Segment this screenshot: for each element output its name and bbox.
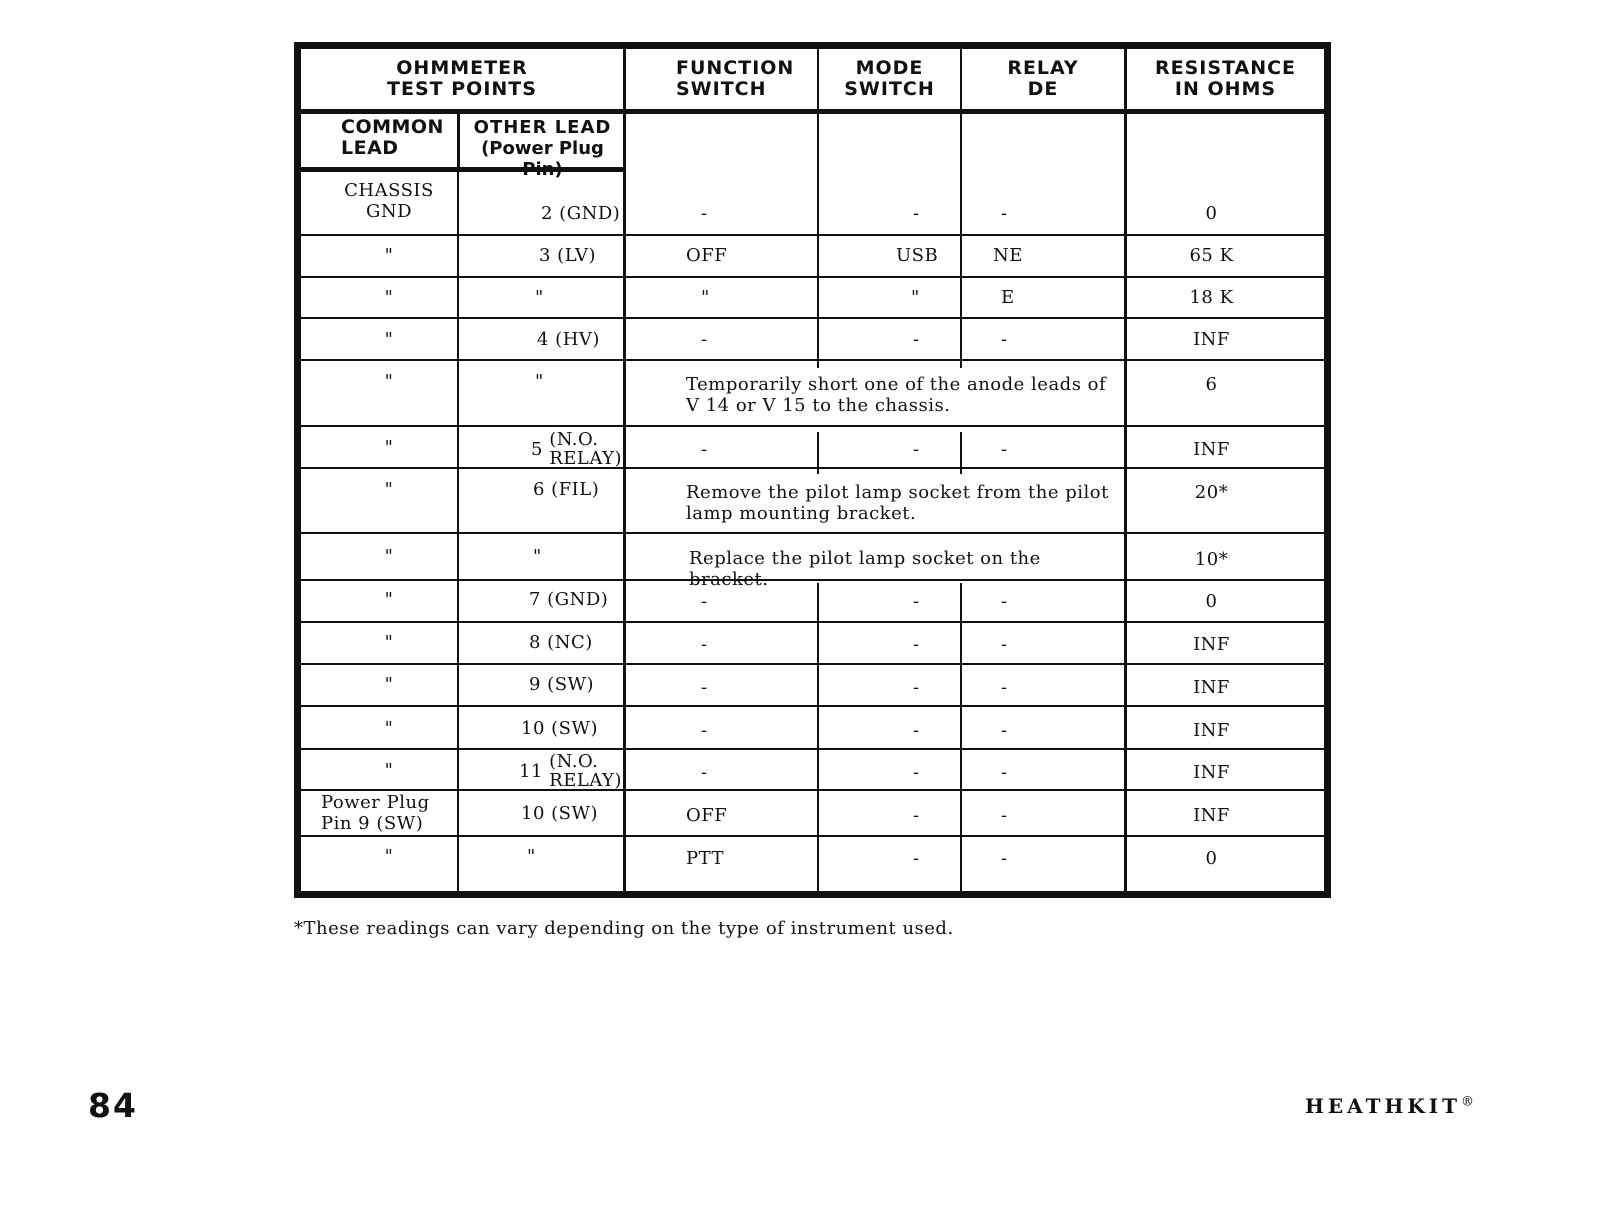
resistance-cell: 0 — [1205, 848, 1218, 869]
common-lead-cell: Power Plug Pin 9 (SW) — [321, 792, 430, 834]
relay-cell: - — [1001, 634, 1008, 655]
resistance-cell: INF — [1193, 720, 1230, 741]
common-lead-cell: " — [384, 589, 394, 610]
relay-cell: E — [1001, 287, 1015, 308]
function-cell: - — [701, 634, 708, 655]
mode-cell: - — [913, 203, 920, 224]
resistance-cell: INF — [1193, 634, 1230, 655]
resistance-cell: INF — [1193, 805, 1230, 826]
other-lead-cell: 2 (GND) — [541, 203, 621, 224]
other-lead-cell: " — [535, 371, 544, 392]
other-lead-cell: " — [527, 846, 536, 867]
resistance-cell: INF — [1193, 762, 1230, 783]
common-lead-cell: " — [384, 632, 394, 653]
relay-cell: - — [1001, 677, 1008, 698]
row-rule — [301, 359, 1324, 361]
common-lead-cell: " — [384, 371, 394, 392]
common-lead-cell: " — [384, 846, 394, 867]
common-lead-cell: " — [384, 329, 394, 350]
mode-cell: - — [913, 677, 920, 698]
col-divider — [960, 583, 962, 891]
common-lead-cell: " — [384, 718, 394, 739]
common-lead-cell: " — [384, 546, 394, 567]
row-rule — [301, 835, 1324, 837]
mode-cell: - — [913, 591, 920, 612]
function-cell: - — [701, 720, 708, 741]
header-rule — [301, 109, 1324, 114]
header-relay: RELAY DE — [1007, 57, 1079, 100]
resistance-cell: 65 K — [1189, 245, 1234, 266]
mode-cell: - — [913, 634, 920, 655]
other-lead-cell: 10 (SW) — [521, 718, 599, 739]
mode-cell: - — [913, 805, 920, 826]
row-rule — [301, 234, 1324, 236]
relay-cell: NE — [993, 245, 1023, 266]
instruction-cell: Remove the pilot lamp socket from the pilot lamp mounting bracket. — [686, 482, 1109, 524]
other-lead-cell: 10 (SW) — [521, 803, 599, 824]
function-cell: PTT — [686, 848, 724, 869]
other-lead-cell: 11 (N.O. RELAY) — [519, 752, 622, 790]
col-divider — [817, 583, 819, 891]
header-other-lead: OTHER LEAD (Power Plug Pin) — [473, 117, 612, 180]
resistance-cell: 10* — [1194, 549, 1229, 570]
relay-cell: - — [1001, 848, 1008, 869]
row-rule — [301, 532, 1324, 534]
instruction-cell: Temporarily short one of the anode leads of V 14 or V 15 to the chassis. — [686, 374, 1107, 416]
common-lead-cell: " — [384, 674, 394, 695]
other-lead-cell: 5 (N.O. RELAY) — [531, 430, 623, 468]
other-lead-cell: 9 (SW) — [529, 674, 595, 695]
resistance-cell: 0 — [1205, 591, 1218, 612]
other-lead-cell: 8 (NC) — [529, 632, 593, 653]
function-cell: - — [701, 591, 708, 612]
header-common-lead: COMMON LEAD — [341, 116, 444, 159]
header-test-points: OHMMETER TEST POINTS — [387, 57, 537, 100]
relay-cell: - — [1001, 720, 1008, 741]
row-rule — [301, 748, 1324, 750]
resistance-cell: INF — [1193, 677, 1230, 698]
resistance-cell: INF — [1193, 329, 1230, 350]
header-mode-switch: MODE SWITCH — [844, 57, 935, 100]
function-cell: OFF — [686, 245, 728, 266]
header-function-switch: FUNCTION SWITCH — [676, 57, 795, 100]
mode-cell: - — [913, 720, 920, 741]
other-lead-cell: 4 (HV) — [537, 329, 600, 350]
row-rule — [301, 789, 1324, 791]
function-cell: - — [701, 762, 708, 783]
relay-cell: - — [1001, 329, 1008, 350]
footnote: *These readings can vary depending on the type of instrument used. — [294, 918, 954, 939]
resistance-cell: 18 K — [1189, 287, 1234, 308]
row-rule — [301, 317, 1324, 319]
function-cell: - — [701, 677, 708, 698]
function-cell: - — [701, 439, 708, 460]
other-lead-cell: 6 (FIL) — [533, 479, 600, 500]
row-rule — [301, 467, 1324, 469]
common-lead-cell: " — [384, 760, 394, 781]
row-rule — [301, 663, 1324, 665]
brand-logo: HEATHKIT® — [1305, 1094, 1474, 1118]
resistance-chart-table — [294, 42, 1331, 898]
relay-cell: - — [1001, 805, 1008, 826]
function-cell: - — [701, 203, 708, 224]
relay-cell: - — [1001, 439, 1008, 460]
common-lead-cell: CHASSIS GND — [344, 180, 434, 222]
row-rule — [301, 425, 1324, 427]
row-rule — [301, 705, 1324, 707]
row-rule — [301, 621, 1324, 623]
mode-cell: - — [913, 329, 920, 350]
other-lead-cell: 3 (LV) — [539, 245, 597, 266]
other-lead-cell: " — [533, 546, 542, 567]
common-lead-cell: " — [384, 437, 394, 458]
common-lead-cell: " — [384, 479, 394, 500]
other-lead-cell: " — [535, 287, 544, 308]
mode-cell: - — [913, 762, 920, 783]
col-divider — [457, 109, 460, 169]
mode-cell: - — [913, 439, 920, 460]
relay-cell: - — [1001, 591, 1008, 612]
common-lead-cell: " — [384, 245, 394, 266]
resistance-cell: 0 — [1205, 203, 1218, 224]
mode-cell: " — [911, 287, 920, 308]
resistance-cell: 20* — [1194, 482, 1229, 503]
row-rule — [301, 276, 1324, 278]
relay-cell: - — [1001, 203, 1008, 224]
instruction-cell: Replace the pilot lamp socket on the bracket. — [689, 548, 1041, 590]
function-cell: " — [701, 287, 710, 308]
other-lead-cell: 7 (GND) — [529, 589, 609, 610]
header-resistance: RESISTANCE IN OHMS — [1154, 57, 1297, 100]
resistance-cell: 6 — [1205, 374, 1218, 395]
relay-cell: - — [1001, 762, 1008, 783]
mode-cell: USB — [896, 245, 939, 266]
page-number: 84 — [88, 1086, 138, 1125]
mode-cell: - — [913, 848, 920, 869]
function-cell: - — [701, 329, 708, 350]
resistance-cell: INF — [1193, 439, 1230, 460]
common-lead-cell: " — [384, 287, 394, 308]
function-cell: OFF — [686, 805, 728, 826]
